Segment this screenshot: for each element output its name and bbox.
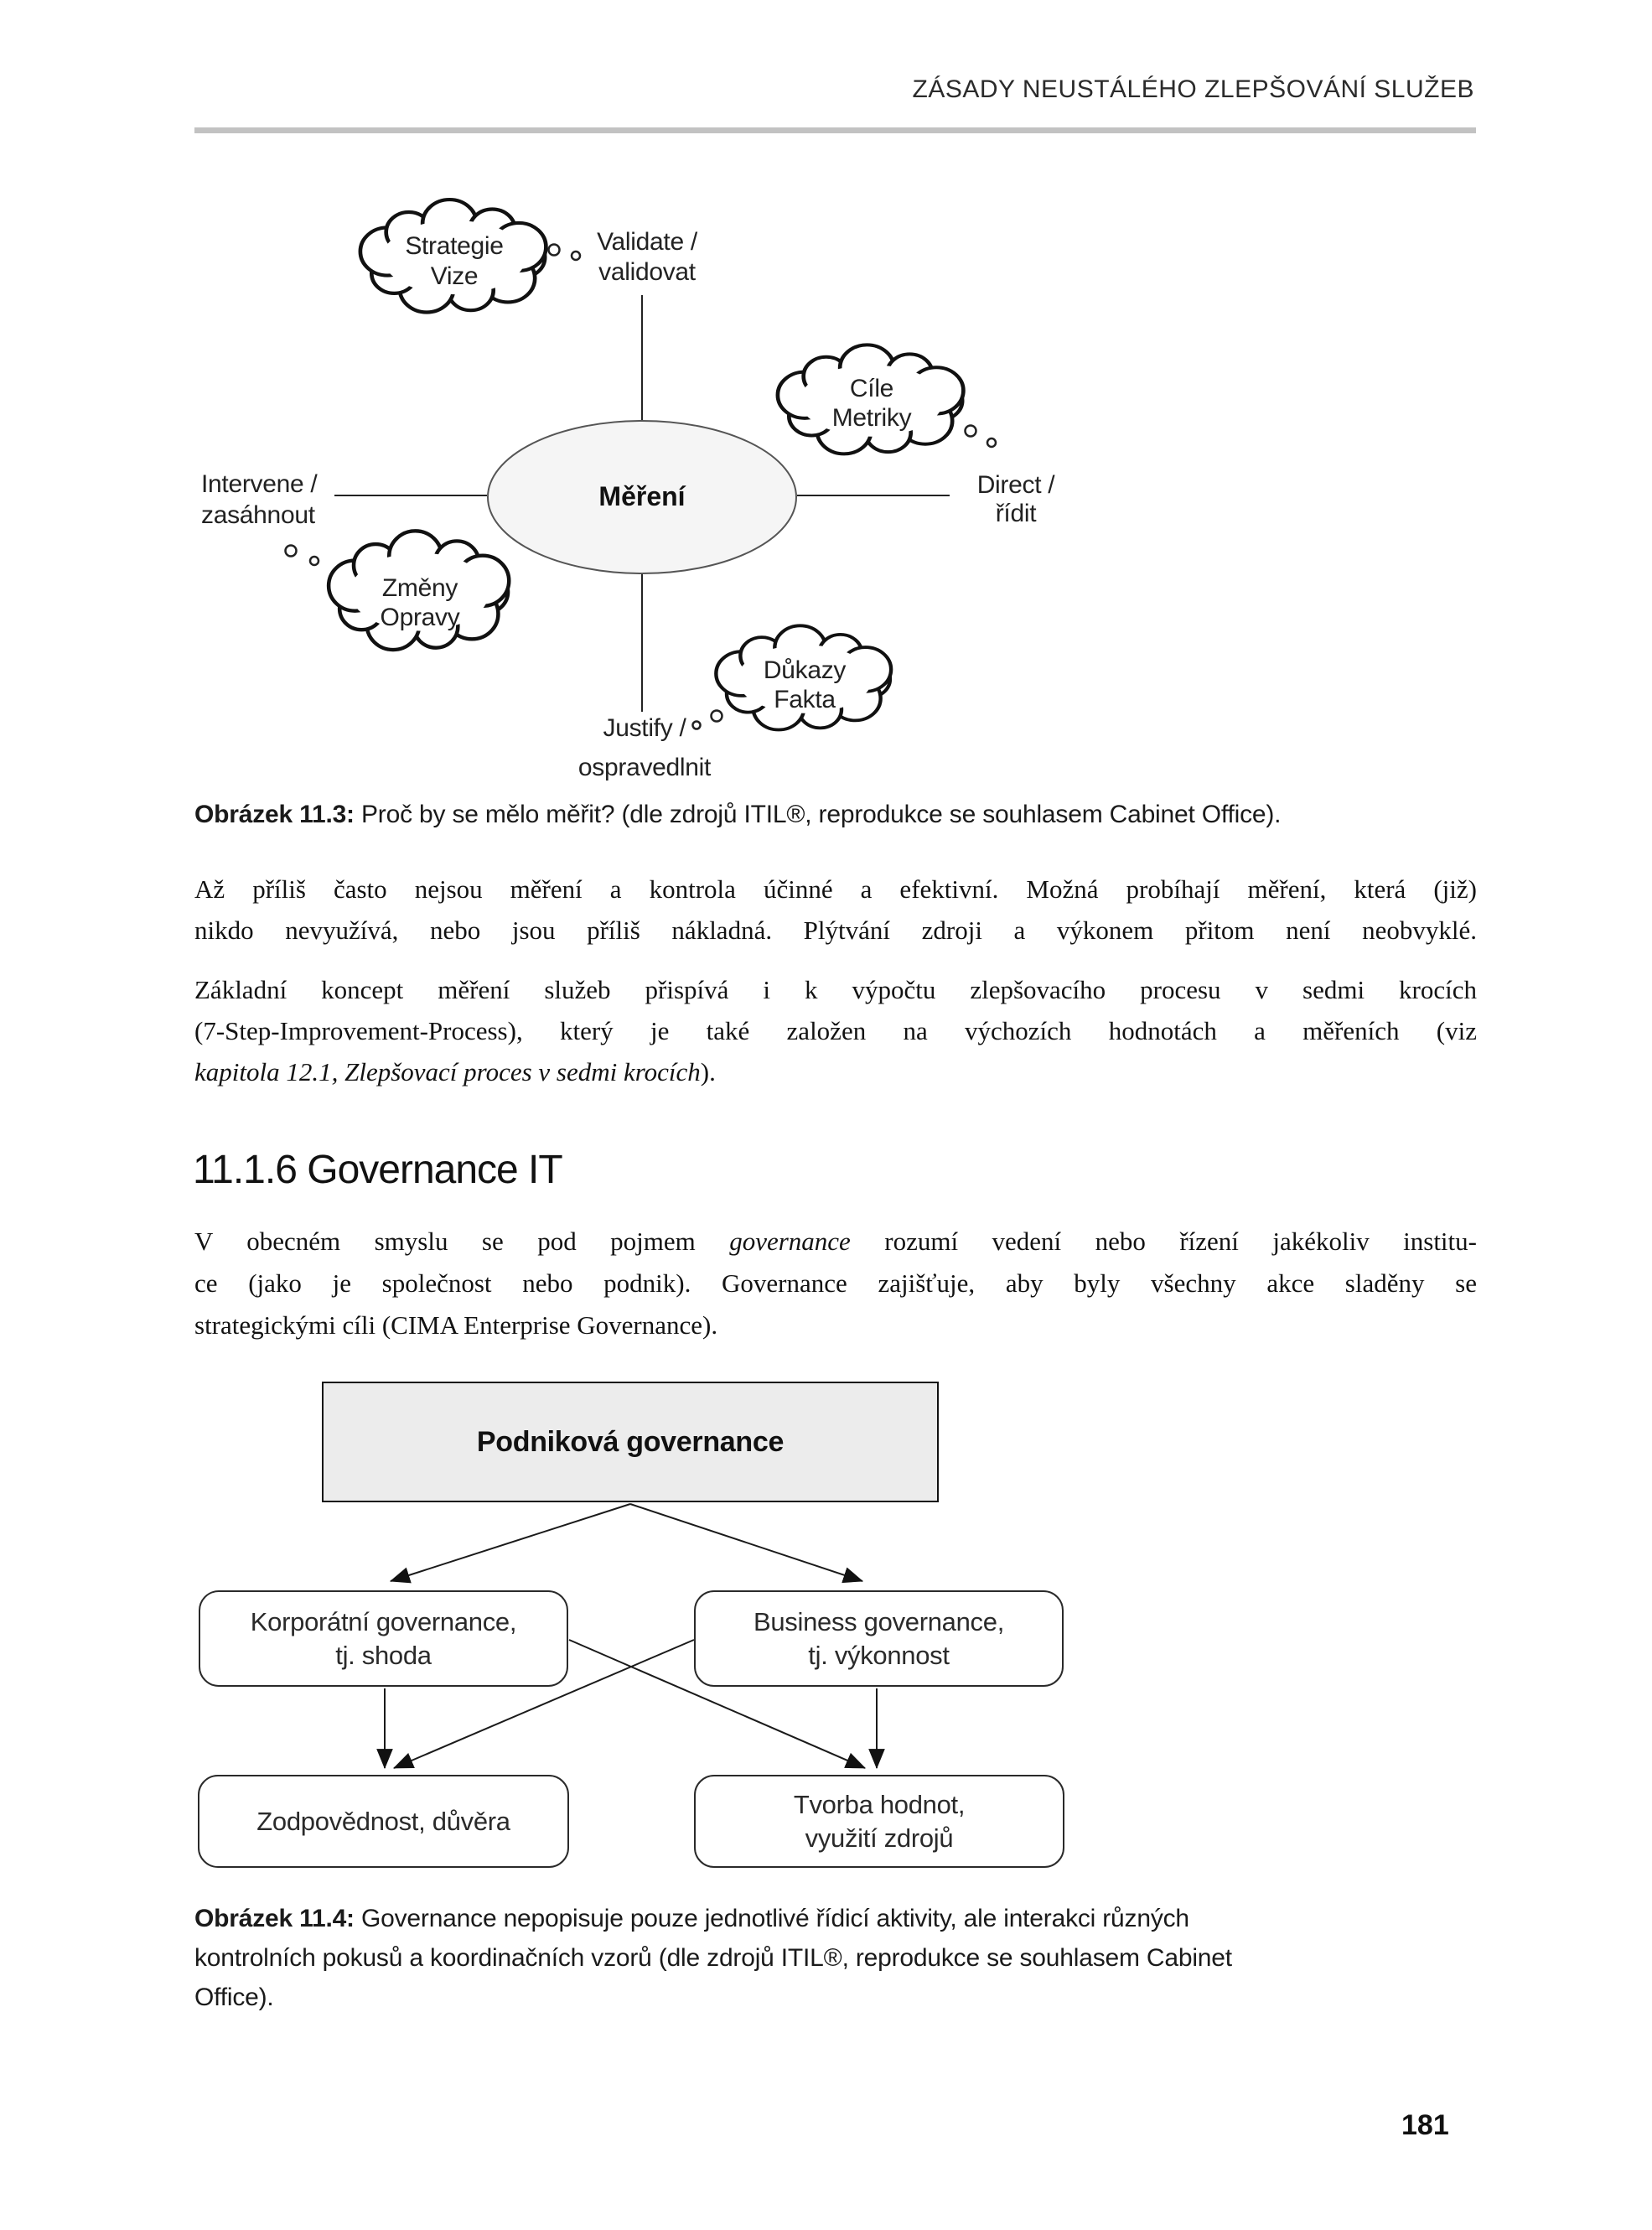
- caption-line: [194, 1899, 1479, 1938]
- label-line: Justify /: [603, 714, 686, 742]
- running-header: ZÁSADY NEUSTÁLÉHO ZLEPŠOVÁNÍ SLUŽEB: [912, 75, 1474, 103]
- box-label-line: využití zdrojů: [805, 1823, 954, 1853]
- box-label-line: Tvorba hodnot,: [793, 1789, 966, 1819]
- paragraph-line: strategickými cíli (CIMA Enterprise Governance).: [194, 1310, 718, 1340]
- paragraph-line: [194, 1221, 1477, 1263]
- page-number: 181: [1401, 2109, 1449, 2141]
- box-zodpovednost-duvera: Zodpovědnost, důvěra: [198, 1775, 569, 1868]
- thought-dots-cile: [966, 426, 997, 448]
- label-justify: [561, 713, 728, 744]
- label-validate: [563, 227, 731, 288]
- cloud-label-line: Metriky: [831, 404, 912, 432]
- box-podnikova-governance: Podniková governance: [322, 1382, 939, 1502]
- cloud-label-strategie-vize: [370, 231, 538, 292]
- cloud-label-cile-metriky: [788, 374, 955, 433]
- caption-text: Proč by se mělo měřit? (dle zdrojů ITIL®, reprodukce se souhlasem Cabinet Office).: [361, 801, 1282, 828]
- caption-prefix: Obrázek 11.3:: [194, 801, 355, 828]
- mereni-label: Měření: [598, 481, 686, 511]
- paragraph-3: [194, 1221, 1477, 1346]
- box-label-line: Business governance,: [753, 1606, 1005, 1636]
- cloud-label-line: Vize: [430, 262, 479, 290]
- box-label-line: tj. shoda: [335, 1640, 432, 1670]
- cloud-label-line: Strategie: [405, 232, 504, 260]
- box-label-line: Korporátní governance,: [250, 1606, 517, 1636]
- paragraph-1: [194, 869, 1477, 951]
- box-korporatni-governance: [199, 1590, 568, 1687]
- box-label-line: tj. výkonnost: [808, 1640, 950, 1670]
- italic-term: governance: [729, 1226, 851, 1256]
- label-intervene: [201, 469, 394, 531]
- paragraph-line: Až příliš často nejsou měření a kontrola účinné a efektivní. Možná probíhají měření, která (již): [194, 874, 1477, 904]
- cloud-label-line: Cíle: [849, 375, 894, 402]
- label-line: řídit: [995, 500, 1037, 527]
- figure-caption-11-4: [194, 1899, 1479, 2017]
- paragraph-line: nikdo nevyužívá, nebo jsou příliš nákladná. Plýtvání zdroji a výkonem přitom není neobvyklé.: [194, 915, 1477, 945]
- caption-prefix: Obrázek 11.4:: [194, 1905, 355, 1932]
- caption-line: kontrolních pokusů a koordinačních vzorů (dle zdrojů ITIL®, reprodukce se souhlasem Cabinet: [194, 1944, 1232, 1972]
- label-line: zasáhnout: [201, 501, 315, 529]
- box-tvorba-hodnot: [694, 1775, 1064, 1868]
- cloud-label-dukazy-fakta: [721, 656, 888, 714]
- label-ospravedlnit: [561, 753, 728, 783]
- paragraph-line: ce (jako je společnost nebo podnik). Governance zajišťuje, aby byly všechny akce sladěny se: [194, 1268, 1477, 1298]
- caption-text: Governance nepopisuje pouze jednotlivé řídicí aktivity, ale interakci různých: [361, 1905, 1189, 1932]
- line-part: rozumí vedení nebo řízení jakékoliv institu-: [850, 1226, 1477, 1256]
- label-line: Direct /: [976, 471, 1055, 499]
- paragraph-2: [194, 969, 1477, 1092]
- label-direct: [932, 471, 1100, 528]
- paragraph-line: Základní koncept měření služeb přispívá i k výpočtu zlepšovacího procesu v sedmi krocích: [194, 975, 1477, 1004]
- figure-caption-11-3: [194, 795, 1479, 834]
- cloud-label-line: Důkazy: [763, 656, 847, 684]
- thought-dots-zmeny: [286, 546, 319, 566]
- paragraph-line: (7-Step-Improvement-Process), který je také založen na výchozích hodnotách a měřeních (viz: [194, 1016, 1477, 1045]
- box-business-governance: [694, 1590, 1064, 1687]
- line-end: ).: [700, 1057, 716, 1086]
- line-part: V obecném smyslu se pod pojmem: [194, 1226, 730, 1256]
- label-line: ospravedlnit: [577, 754, 712, 781]
- label-line: Intervene /: [201, 470, 318, 498]
- label-line: validovat: [598, 258, 696, 286]
- cloud-label-line: Fakta: [774, 686, 836, 713]
- italic-reference: kapitola 12.1, Zlepšovací proces v sedmi krocích: [194, 1057, 701, 1086]
- paragraph-line: [194, 1051, 1477, 1092]
- cloud-label-line: Opravy: [380, 604, 460, 631]
- label-line: Validate /: [597, 228, 697, 256]
- cloud-label-zmeny-opravy: [336, 573, 504, 632]
- cloud-label-line: Změny: [381, 574, 458, 602]
- section-heading: 11.1.6 Governance IT: [193, 1148, 562, 1192]
- caption-line: Office).: [194, 1984, 274, 2011]
